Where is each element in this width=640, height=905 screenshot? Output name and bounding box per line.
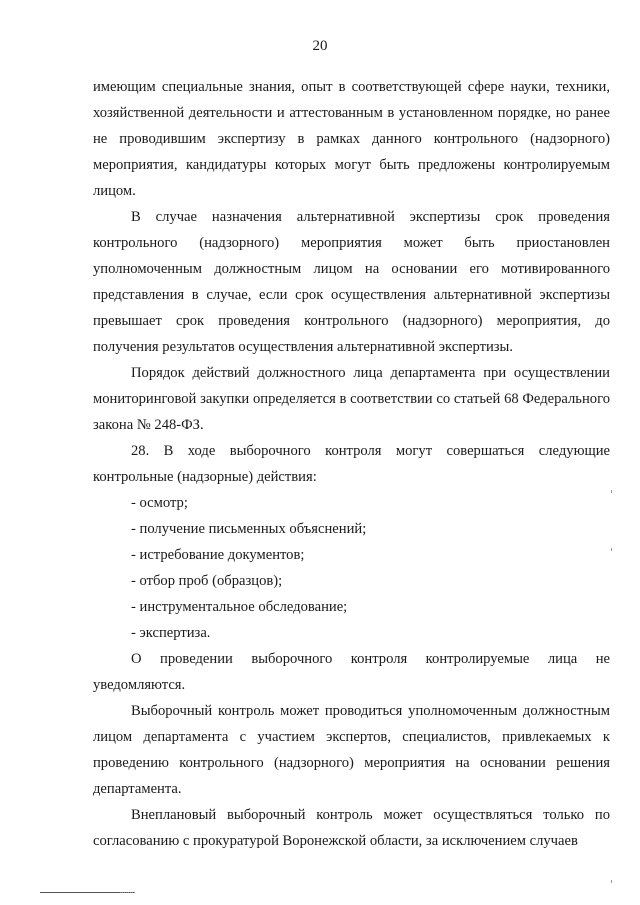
paragraph-continuation: имеющим специальные знания, опыт в соответствующей сфере науки, техники, хозяйственной деятельности и аттестованным в установленном порядке, но ранее не проводившим экспертизу в рамках данного контрольного (надзорного) мероприятия, кандидатуры которых могут быть предложены контролируемым лицом. <box>93 79 610 199</box>
list-item: - получение письменных объяснений; <box>131 521 367 537</box>
scan-speck <box>611 548 612 551</box>
page-number: 20 <box>312 38 328 54</box>
list-item: - осмотр; <box>131 495 188 511</box>
list-item: - отбор проб (образцов); <box>131 573 283 589</box>
list-item: - инструментальное обследование; <box>131 599 348 615</box>
list-item: - истребование документов; <box>131 547 305 563</box>
list-item: - экспертиза. <box>131 625 211 641</box>
paragraph-experts-participation: Выборочный контроль может проводиться уполномоченным должностным лицом департамента с участием экспертов, специалистов, привлекаемых к проведению контрольного (надзорного) мероприятия на основании решения департамента. <box>93 703 610 797</box>
paragraph-no-notification: О проведении выборочного контроля контролируемые лица не уведомляются. <box>93 651 610 693</box>
paragraph-alternative-expertise: В случае назначения альтернативной экспертизы срок проведения контрольного (надзорного) мероприятия может быть приостановлен уполномоченным должностным лицом на основании его мотивированного представления в случае, если срок осуществления альтернативной экспертизы превышает срок проведения контрольного (надзорного) мероприятия, до получения результатов осуществления альтернативной экспертизы. <box>93 209 610 355</box>
scan-speck <box>611 880 612 883</box>
scan-speck <box>611 490 612 493</box>
document-body <box>93 74 610 854</box>
paragraph-item-28: 28. В ходе выборочного контроля могут совершаться следующие контрольные (надзорные) действия: <box>93 443 610 485</box>
paragraph-unscheduled-control: Внеплановый выборочный контроль может осуществляться только по согласованию с прокуратурой Воронежской области, за исключением случаев <box>93 807 610 849</box>
paragraph-monitoring-purchase: Порядок действий должностного лица департамента при осуществлении мониторинговой закупки определяется в соответствии со статьей 68 Федерального закона № 248-ФЗ. <box>93 365 610 433</box>
footer-rule-dotted <box>120 892 135 893</box>
